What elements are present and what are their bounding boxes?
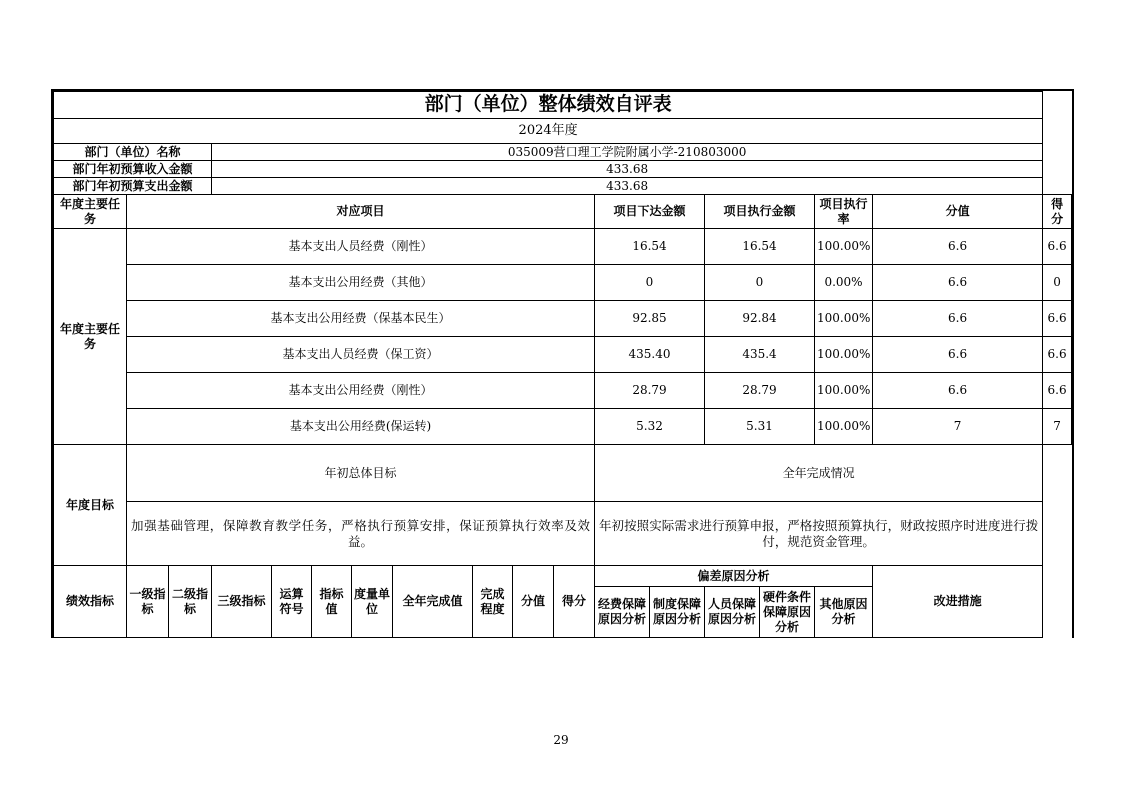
perf-degree: 完成程度 xyxy=(473,566,513,638)
task-header-item: 对应项目 xyxy=(127,195,595,229)
dev-system: 制度保障原因分析 xyxy=(650,587,705,638)
income-label: 部门年初预算收入金额 xyxy=(54,161,212,178)
dev-hardware: 硬件条件保障原因分析 xyxy=(760,587,815,638)
task-value: 6.6 xyxy=(873,373,1043,409)
task-name: 基本支出公用经费（保基本民生） xyxy=(127,301,595,337)
task-header-score: 得分 xyxy=(1043,195,1072,229)
performance-self-evaluation-table xyxy=(51,89,1074,638)
task-name: 基本支出公用经费（其他） xyxy=(127,265,595,301)
task-rate: 0.00% xyxy=(815,265,873,301)
goal-completion-text: 年初按照实际需求进行预算申报，严格按照预算执行，财政按照序时进度进行拨付，规范资金管理。 xyxy=(595,502,1043,566)
task-rate: 100.00% xyxy=(815,301,873,337)
task-value: 7 xyxy=(873,409,1043,445)
fiscal-year: 2024年度 xyxy=(54,119,1043,144)
perf-unit: 度量单位 xyxy=(352,566,393,638)
task-executed: 0 xyxy=(705,265,815,301)
dev-other: 其他原因分析 xyxy=(815,587,873,638)
task-header-executed: 项目执行金额 xyxy=(705,195,815,229)
expense-value: 433.68 xyxy=(212,178,1043,195)
task-score: 6.6 xyxy=(1043,229,1072,265)
task-name: 基本支出公用经费(保运转) xyxy=(127,409,595,445)
task-rate: 100.00% xyxy=(815,373,873,409)
task-value: 6.6 xyxy=(873,229,1043,265)
task-score: 7 xyxy=(1043,409,1072,445)
goal-completion-header: 全年完成情况 xyxy=(595,445,1043,502)
task-score: 6.6 xyxy=(1043,301,1072,337)
task-issued: 92.85 xyxy=(595,301,705,337)
dept-name-value: 035009营口理工学院附属小学-210803000 xyxy=(212,144,1043,161)
goal-label: 年度目标 xyxy=(54,445,127,566)
task-header-label: 年度主要任务 xyxy=(54,195,127,229)
task-score: 6.6 xyxy=(1043,373,1072,409)
perf-level3: 三级指标 xyxy=(212,566,272,638)
task-issued: 435.40 xyxy=(595,337,705,373)
deviation-header: 偏差原因分析 xyxy=(595,566,873,587)
goal-initial-text: 加强基础管理，保障教育教学任务，严格执行预算安排，保证预算执行效率及效益。 xyxy=(127,502,595,566)
goal-initial-header: 年初总体目标 xyxy=(127,445,595,502)
task-name: 基本支出公用经费（刚性） xyxy=(127,373,595,409)
task-header-score-value: 分值 xyxy=(873,195,1043,229)
task-value: 6.6 xyxy=(873,301,1043,337)
task-rate: 100.00% xyxy=(815,229,873,265)
task-issued: 16.54 xyxy=(595,229,705,265)
dept-name-label: 部门（单位）名称 xyxy=(54,144,212,161)
perf-label: 绩效指标 xyxy=(54,566,127,638)
task-value: 6.6 xyxy=(873,337,1043,373)
task-score: 6.6 xyxy=(1043,337,1072,373)
task-header-issued: 项目下达金额 xyxy=(595,195,705,229)
perf-score: 得分 xyxy=(554,566,595,638)
table-title: 部门（单位）整体绩效自评表 xyxy=(54,92,1043,119)
perf-annual-value: 全年完成值 xyxy=(393,566,473,638)
task-score: 0 xyxy=(1043,265,1072,301)
task-executed: 16.54 xyxy=(705,229,815,265)
task-rate: 100.00% xyxy=(815,409,873,445)
task-name: 基本支出人员经费（刚性） xyxy=(127,229,595,265)
evaluation-table xyxy=(53,91,1072,638)
dev-funding: 经费保障原因分析 xyxy=(595,587,650,638)
expense-label: 部门年初预算支出金额 xyxy=(54,178,212,195)
task-value: 6.6 xyxy=(873,265,1043,301)
perf-level1: 一级指标 xyxy=(127,566,169,638)
task-header-rate: 项目执行率 xyxy=(815,195,873,229)
task-rate: 100.00% xyxy=(815,337,873,373)
task-executed: 435.4 xyxy=(705,337,815,373)
dev-personnel: 人员保障原因分析 xyxy=(705,587,760,638)
perf-index-value: 指标值 xyxy=(312,566,352,638)
task-issued: 5.32 xyxy=(595,409,705,445)
task-group-label: 年度主要任务 xyxy=(54,229,127,445)
task-executed: 28.79 xyxy=(705,373,815,409)
income-value: 433.68 xyxy=(212,161,1043,178)
task-executed: 5.31 xyxy=(705,409,815,445)
task-issued: 0 xyxy=(595,265,705,301)
task-name: 基本支出人员经费（保工资） xyxy=(127,337,595,373)
task-executed: 92.84 xyxy=(705,301,815,337)
perf-score-value: 分值 xyxy=(513,566,554,638)
task-issued: 28.79 xyxy=(595,373,705,409)
perf-level2: 二级指标 xyxy=(169,566,212,638)
page-number: 29 xyxy=(553,733,569,747)
perf-operator: 运算符号 xyxy=(272,566,312,638)
improve-measures: 改进措施 xyxy=(873,566,1043,638)
